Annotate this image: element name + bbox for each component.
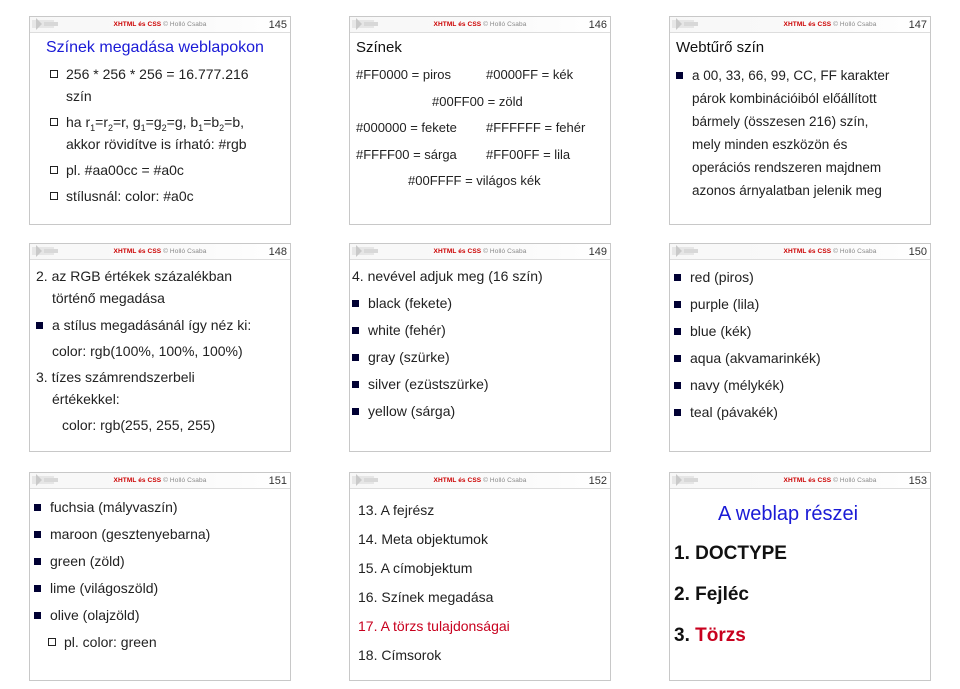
list-item: white (fehér) <box>352 319 446 341</box>
slide-title: A weblap részei <box>718 503 859 525</box>
page-number: 153 <box>908 475 927 487</box>
header-caption: XHTML és CSS © Holló Csaba <box>433 248 527 255</box>
solid-square-bullet-icon <box>34 558 41 565</box>
toc-item: 13. A fejrész <box>358 502 435 518</box>
slide-header <box>350 473 610 489</box>
solid-square-bullet-icon <box>674 328 681 335</box>
list-item: aqua (akvamarinkék) <box>674 347 821 369</box>
xhtml-logo-icon <box>672 18 700 30</box>
solid-square-bullet-icon <box>36 322 43 329</box>
solid-square-bullet-icon <box>34 504 41 511</box>
slide-header <box>30 473 290 489</box>
slide-header <box>350 17 610 33</box>
hollow-square-bullet-icon <box>50 118 58 126</box>
slide-151 <box>29 472 291 681</box>
list-heading-continuation: értékekkel: <box>52 391 120 407</box>
solid-square-bullet-icon <box>674 382 681 389</box>
header-caption: XHTML és CSS © Holló Csaba <box>433 21 527 28</box>
slide-header <box>670 473 930 489</box>
page-number: 152 <box>588 475 607 487</box>
solid-square-bullet-icon <box>674 301 681 308</box>
list-item: ha $r_1=r_2=r$, $g_1=g_2=g$, $b_1=b_2=b$, <box>50 111 244 139</box>
page-number: 149 <box>588 246 607 258</box>
list-item: maroon (gesztenyebarna) <box>34 523 210 545</box>
slide-153 <box>669 472 931 681</box>
list-heading: 4. nevével adjuk meg (16 szín) <box>352 268 543 284</box>
list-item: a 00, 33, 66, 99, CC, FF karakter <box>676 65 889 87</box>
solid-square-bullet-icon <box>674 274 681 281</box>
toc-item: 16. Színek megadása <box>358 589 494 605</box>
slide-header <box>670 17 930 33</box>
toc-item-current: 17. A törzs tulajdonságai <box>358 618 510 634</box>
hollow-square-bullet-icon <box>50 166 58 174</box>
color-pair: #00FFFF = világos kék <box>408 173 541 188</box>
slide-title: Színek megadása weblapokon <box>46 39 264 56</box>
solid-square-bullet-icon <box>34 531 41 538</box>
slide-header <box>30 17 290 33</box>
slide-150 <box>669 243 931 452</box>
page-number: 147 <box>908 19 927 31</box>
solid-square-bullet-icon <box>674 355 681 362</box>
solid-square-bullet-icon <box>676 72 683 79</box>
outline-item-current: 3. Törzs <box>674 625 746 646</box>
list-item-continuation: szín <box>66 88 92 104</box>
solid-square-bullet-icon <box>352 354 359 361</box>
list-item-continuation: akkor rövidítve is írható: #rgb <box>66 136 247 152</box>
solid-square-bullet-icon <box>352 300 359 307</box>
list-subitem: pl. color: green <box>48 631 157 653</box>
outline-item: 2. Fejléc <box>674 584 749 605</box>
header-caption: XHTML és CSS © Holló Csaba <box>783 248 877 255</box>
solid-square-bullet-icon <box>352 327 359 334</box>
slide-header <box>30 244 290 260</box>
list-heading: 3. tízes számrendszerbeli <box>36 369 195 385</box>
solid-square-bullet-icon <box>34 585 41 592</box>
list-heading-continuation: történő megadása <box>52 290 165 306</box>
header-caption: XHTML és CSS © Holló Csaba <box>113 248 207 255</box>
xhtml-logo-icon <box>672 245 700 257</box>
list-item: 256 * 256 * 256 = 16.777.216 <box>50 63 249 85</box>
xhtml-logo-icon <box>672 474 700 486</box>
page-number: 150 <box>908 246 927 258</box>
list-item-continuation: párok kombinációiból előállított <box>692 91 877 106</box>
color-pair: #FF0000 = piros <box>356 67 452 82</box>
list-item-continuation: azonos árnyalatban jelenik meg <box>692 183 882 198</box>
slide-147 <box>669 16 931 225</box>
header-caption: XHTML és CSS © Holló Csaba <box>783 21 877 28</box>
list-item: black (fekete) <box>352 292 452 314</box>
solid-square-bullet-icon <box>352 408 359 415</box>
slide-header <box>670 244 930 260</box>
page-number: 146 <box>588 19 607 31</box>
solid-square-bullet-icon <box>674 409 681 416</box>
header-caption: XHTML és CSS © Holló Csaba <box>433 477 527 484</box>
list-item: red (piros) <box>674 266 754 288</box>
list-item: lime (világoszöld) <box>34 577 158 599</box>
slide-149 <box>349 243 611 452</box>
list-item: navy (mélykék) <box>674 374 784 396</box>
code-example: color: rgb(255, 255, 255) <box>62 417 216 433</box>
toc-item: 14. Meta objektumok <box>358 531 488 547</box>
color-pair: #0000FF = kék <box>486 67 574 82</box>
slide-title: Színek <box>356 39 402 56</box>
hollow-square-bullet-icon <box>50 70 58 78</box>
toc-item: 18. Címsorok <box>358 647 442 663</box>
list-item: pl. #aa00cc = #a0c <box>50 159 184 181</box>
list-item-continuation: operációs rendszeren majdnem <box>692 160 882 175</box>
page-number: 151 <box>268 475 287 487</box>
slide-146 <box>349 16 611 225</box>
color-pair: #000000 = fekete <box>356 120 457 135</box>
list-item: fuchsia (mályvaszín) <box>34 496 178 518</box>
list-item: olive (olajzöld) <box>34 604 139 626</box>
hollow-square-bullet-icon <box>50 192 58 200</box>
slide-header <box>350 244 610 260</box>
solid-square-bullet-icon <box>352 381 359 388</box>
page-number: 145 <box>268 19 287 31</box>
color-pair: #00FF00 = zöld <box>432 94 523 109</box>
color-pair: #FF00FF = lila <box>486 147 571 162</box>
list-item-continuation: mely minden eszközön és <box>692 137 848 152</box>
color-pair: #FFFF00 = sárga <box>356 147 457 162</box>
list-item: yellow (sárga) <box>352 400 455 422</box>
slide-148 <box>29 243 291 452</box>
list-item-continuation: bármely (összesen 216) szín, <box>692 114 869 129</box>
code-example: color: rgb(100%, 100%, 100%) <box>52 343 243 359</box>
list-item: a stílus megadásánál így néz ki: <box>36 314 251 336</box>
slide-152 <box>349 472 611 681</box>
list-item: gray (szürke) <box>352 346 450 368</box>
list-item: purple (lila) <box>674 293 759 315</box>
slide-145 <box>29 16 291 225</box>
list-item: green (zöld) <box>34 550 125 572</box>
header-caption: XHTML és CSS © Holló Csaba <box>113 477 207 484</box>
list-item: teal (pávakék) <box>674 401 778 423</box>
color-pair: #FFFFFF = fehér <box>486 120 586 135</box>
hollow-square-bullet-icon <box>48 638 56 646</box>
header-caption: XHTML és CSS © Holló Csaba <box>783 477 877 484</box>
outline-item: 1. DOCTYPE <box>674 543 787 564</box>
list-item: silver (ezüstszürke) <box>352 373 489 395</box>
solid-square-bullet-icon <box>34 612 41 619</box>
slide-title: Webtűrő szín <box>676 39 765 56</box>
page-number: 148 <box>268 246 287 258</box>
list-heading: 2. az RGB értékek százalékban <box>36 268 233 284</box>
list-item: blue (kék) <box>674 320 751 342</box>
toc-item: 15. A címobjektum <box>358 560 473 576</box>
list-item: stílusnál: color: #a0c <box>50 185 194 207</box>
header-caption: XHTML és CSS © Holló Csaba <box>113 21 207 28</box>
